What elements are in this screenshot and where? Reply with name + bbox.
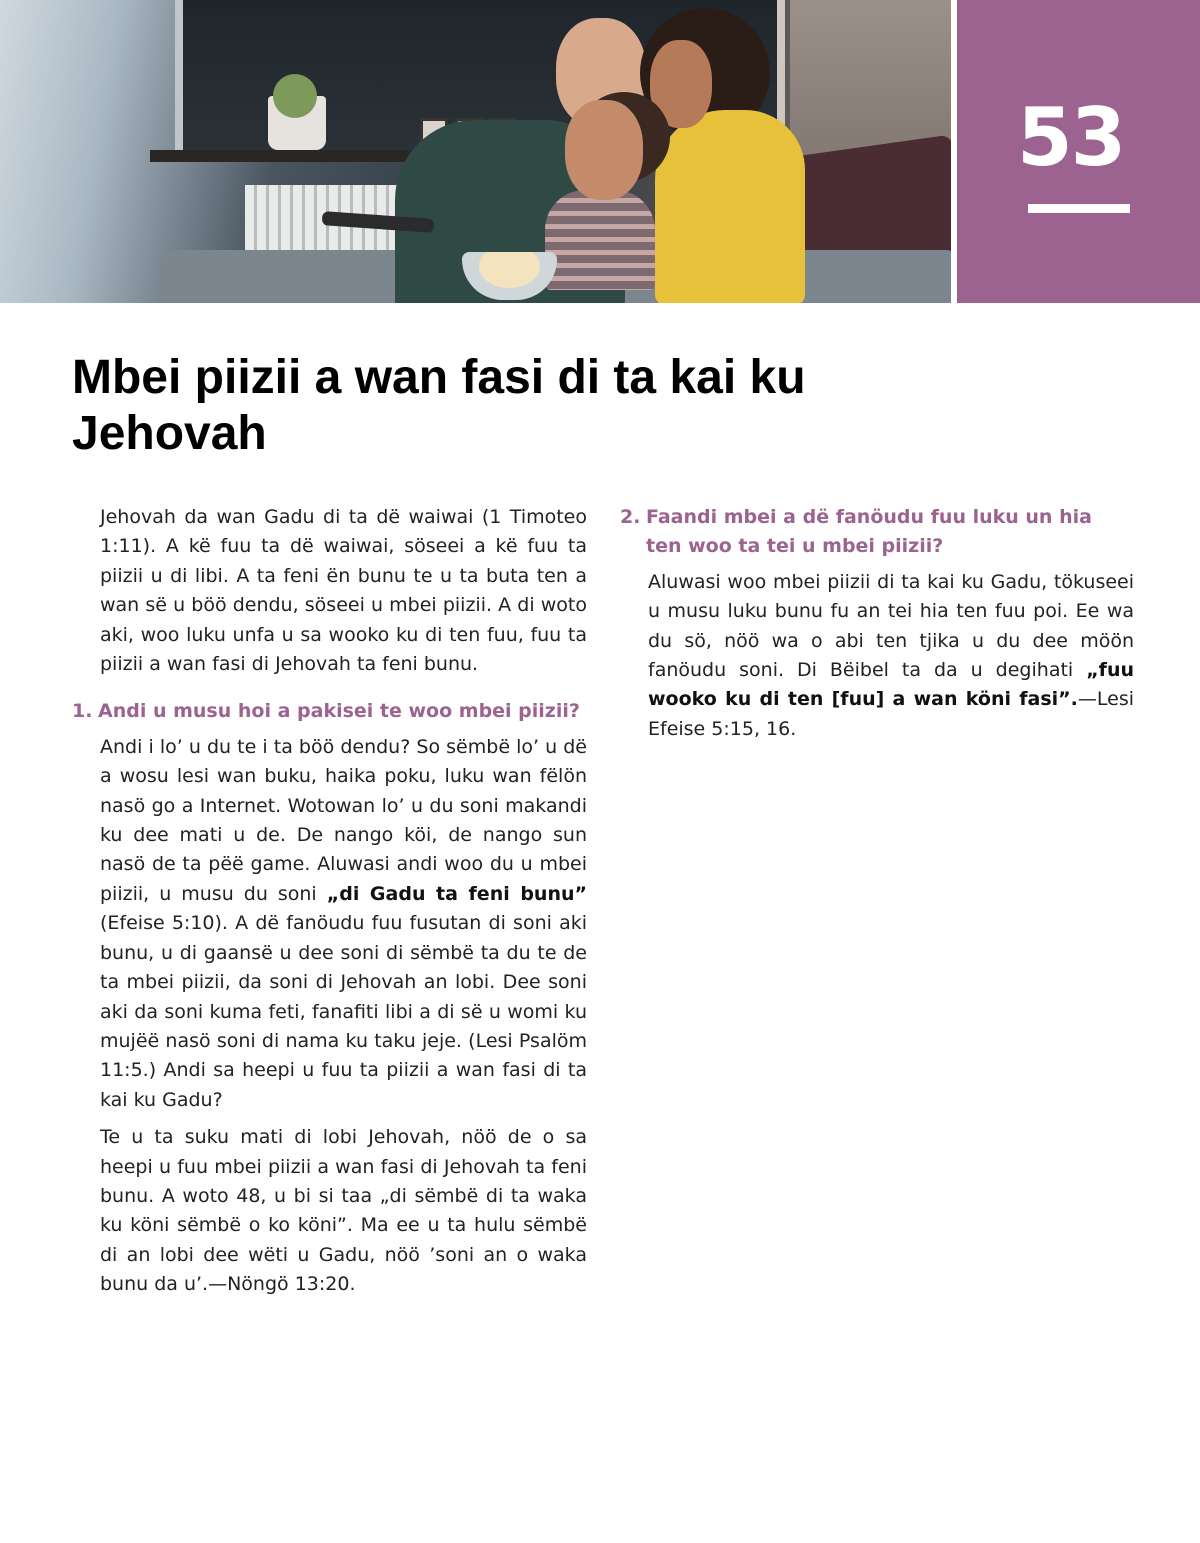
right-column [620,503,1134,752]
plant [265,60,325,150]
body-text: Andi i lo’ u du te i ta böö dendu? So sëmbë lo’ u dë a wosu lesi wan buku, haika poku, luku wan fëlön nasö go a Internet. Wotowan lo’ u du soni makandi ku dee mati u de. De nango köi, de nango sun nasö de ta pëë game. Aluwasi andi woo du u mbei piizii, u musu du soni [100,735,587,905]
question-text: Faandi mbei a dë fanöudu fuu luku un hia ten woo ta tei u mbei piizii? [646,506,1092,558]
chapter-number: 53 [1017,91,1125,184]
girl-head [565,100,643,200]
question-2-paragraph-1 [620,568,1134,744]
header-photo [0,0,951,303]
girl [545,190,655,290]
body-text: —Lesi Efeise 5:15, 16. [648,688,1134,740]
left-column [72,503,587,1308]
chapter-underline [1028,204,1130,213]
body-text: (Efeise 5:10). A dë fanöudu fuu fusutan di soni aki bunu, u di gaansë u dee soni di sëmbë ta du te de ta mbei piizii, da soni di Jehovah an lobi. Dee soni aki da soni kuma feti, fanafiti libi a di së u womi ku mujëë nasö soni di nama ku taku jeje. (Lesi Psalöm 11:5.) Andi sa heepi u fuu ta piizii a wan fasi di ta kai ku Gadu? [100,912,587,1111]
page-title: Mbei piizii a wan fasi di ta kai ku Jehovah [72,351,806,460]
emphasis-text: „di Gadu ta feni bunu” [326,882,587,905]
question-text: Andi u musu hoi a pakisei te woo mbei piizii? [98,700,580,723]
question-number: 2. [620,506,641,528]
question-1-paragraph-1 [72,733,587,1115]
question-1-heading [72,697,587,726]
question-1-paragraph-2: Te u ta suku mati di lobi Jehovah, nöö de o sa heepi u fuu mbei piizii a wan fasi di Jehovah ta feni bunu. A woto 48, u bi si taa „di sëmbë di ta waka ku köni sëmbë o ko köni”. Ma ee u ta hulu sëmbë di an lobi dee wëti u Gadu, nöö ’soni an o waka bunu da u’.—Nöngö 13:20. [100,1126,587,1296]
emphasis-text: „fuu wooko ku di ten [fuu] a wan köni fasi”. [648,659,1134,711]
chapter-tab [957,0,1200,303]
question-number: 1. [72,700,93,723]
body-text: Aluwasi woo mbei piizii di ta kai ku Gadu, tökuseei u musu luku bunu fu an tei hia ten fuu poi. Ee wa du sö, nöö wa o abi ten tjika u du dee möön fanöudu soni. Di Bëibel ta da u degihati [648,570,1134,682]
intro-paragraph: Jehovah da wan Gadu di ta dë waiwai (1 Timoteo 1:11). A kë fuu ta dë waiwai, söseei a kë fuu ta piizii u di libi. A ta feni ën bunu te u ta buta ten a wan së u böö dendu, söseei u mbei piizii. A di woto aki, woo luku unfa u sa wooko ku di ten fuu, fuu ta piizii a wan fasi di Jehovah ta feni bunu. [100,506,587,676]
question-2-heading [620,503,1134,562]
woman [655,110,805,303]
